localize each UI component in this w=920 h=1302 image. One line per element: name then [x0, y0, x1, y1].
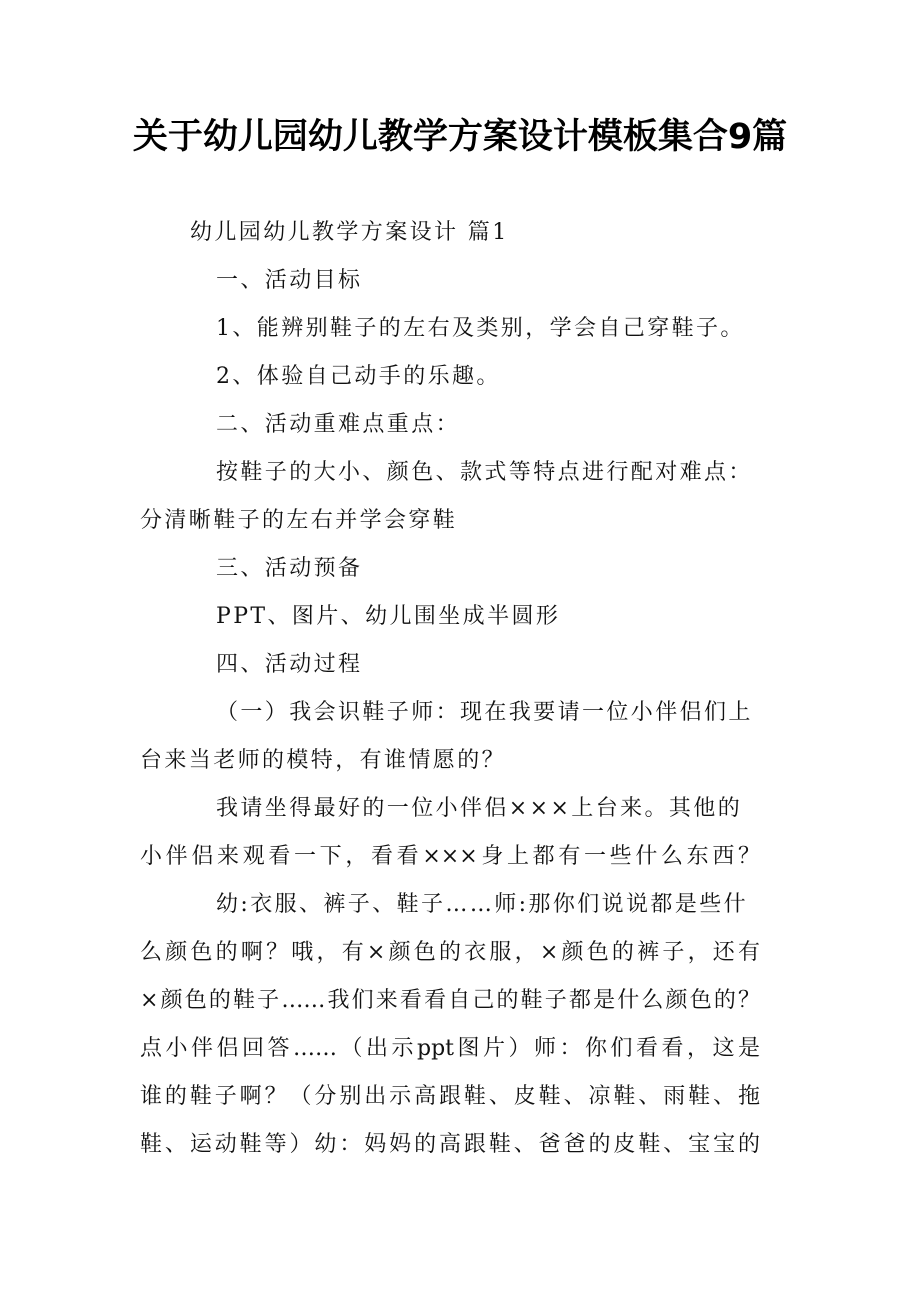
paragraph-line: 1、能辨别鞋子的左右及类别，学会自己穿鞋子。	[216, 316, 745, 341]
paragraph-line: 分清晰鞋子的左右并学会穿鞋	[140, 508, 458, 533]
paragraph-line: 按鞋子的大小、颜色、款式等特点进行配对难点：	[216, 460, 753, 485]
section-heading: 幼儿园幼儿教学方案设计 篇1	[190, 220, 509, 245]
paragraph-line: 鞋、运动鞋等）幼：妈妈的高跟鞋、爸爸的皮鞋、宝宝的	[140, 1132, 760, 1157]
paragraph-line: 点小伴侣回答……（出示ppt图片）师：你们看看，这是	[140, 1036, 760, 1061]
paragraph-line: 谁的鞋子啊？（分别出示高跟鞋、皮鞋、凉鞋、雨鞋、拖	[140, 1084, 760, 1109]
paragraph-line: PPT、图片、幼儿围坐成半圆形	[216, 604, 561, 629]
paragraph-line: 2、体验自己动手的乐趣。	[216, 364, 501, 389]
paragraph-line: 一、活动目标	[216, 268, 363, 293]
paragraph-line: 四、活动过程	[216, 652, 363, 677]
paragraph-line: 台来当老师的模特，有谁情愿的？	[140, 748, 507, 773]
paragraph-line: 我请坐得最好的一位小伴侣×××上台来。其他的	[216, 796, 743, 821]
paragraph-line: 三、活动预备	[216, 556, 363, 581]
paragraph-line: 小伴侣来观看一下，看看×××身上都有一些什么东西？	[140, 844, 760, 869]
paragraph-line: 幼:衣服、裤子、鞋子……师:那你们说说都是些什	[216, 892, 749, 917]
paragraph-line: （一）我会识鞋子师：现在我要请一位小伴侣们上	[216, 700, 753, 725]
paragraph-line: ×颜色的鞋子……我们来看看自己的鞋子都是什么颜色的？	[140, 988, 760, 1013]
document-title: 关于幼儿园幼儿教学方案设计模板集合9篇	[132, 117, 788, 157]
paragraph-line: 二、活动重难点重点：	[216, 412, 461, 437]
paragraph-line: 么颜色的啊？哦，有×颜色的衣服，×颜色的裤子，还有	[140, 940, 760, 965]
